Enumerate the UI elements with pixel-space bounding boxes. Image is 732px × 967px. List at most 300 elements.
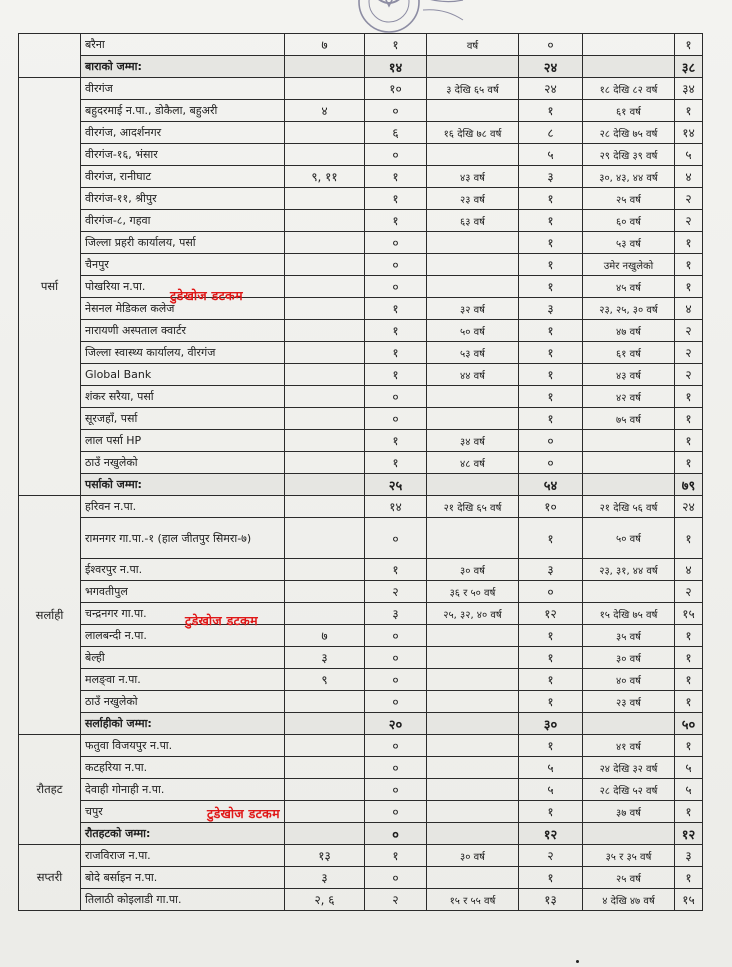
age1-cell: ३२ वर्ष	[427, 298, 519, 320]
watermark-text: टुडेखोज डटकम	[170, 288, 243, 303]
age2-cell: ५० वर्ष	[583, 518, 675, 559]
place-cell: बरैना	[81, 34, 285, 56]
age2-cell: ३५ वर्ष	[583, 625, 675, 647]
ward-cell	[285, 713, 365, 735]
table-row	[19, 581, 703, 603]
age2-cell: १८ देखि ८२ वर्ष	[583, 78, 675, 100]
scan-speck	[576, 960, 579, 963]
covid-cases-table	[18, 33, 703, 911]
n2-cell: ५४	[519, 474, 583, 496]
place-cell: रामनगर गा.पा.-१ (हाल जीतपुर सिमरा-७)	[81, 518, 285, 559]
age2-cell: ५३ वर्ष	[583, 232, 675, 254]
n2-cell: १	[519, 518, 583, 559]
n1-cell: ०	[365, 386, 427, 408]
n2-cell: ५	[519, 144, 583, 166]
n1-cell: ०	[365, 144, 427, 166]
place-cell: सूरजहाँ, पर्सा	[81, 408, 285, 430]
place-cell: बेल्ही	[81, 647, 285, 669]
tot-cell: ३४	[675, 78, 703, 100]
tot-cell: २	[675, 210, 703, 232]
n2-cell: १	[519, 364, 583, 386]
age2-cell: २१ देखि ५६ वर्ष	[583, 496, 675, 518]
n2-cell: १	[519, 320, 583, 342]
n1-cell: १	[365, 320, 427, 342]
district-cell: सप्तरी	[19, 845, 81, 911]
tot-cell: १	[675, 232, 703, 254]
ward-cell	[285, 298, 365, 320]
age2-cell: ४५ वर्ष	[583, 276, 675, 298]
place-cell: तिलाठी कोइलाडी गा.पा.	[81, 889, 285, 911]
n1-cell: ०	[365, 232, 427, 254]
place-cell: ईश्वरपुर न.पा.	[81, 559, 285, 581]
n1-cell: ०	[365, 625, 427, 647]
n1-cell: ०	[365, 254, 427, 276]
age1-cell: ३६ र ५० वर्ष	[427, 581, 519, 603]
table-row	[19, 254, 703, 276]
n2-cell: १	[519, 100, 583, 122]
place-cell: वीरगंज	[81, 78, 285, 100]
age2-cell: ४२ वर्ष	[583, 386, 675, 408]
place-cell: देवाही गोनाही न.पा.	[81, 779, 285, 801]
place-cell: लालबन्दी न.पा.	[81, 625, 285, 647]
place-cell: बहुदरमाई न.पा., डोकैला, बहुअरी	[81, 100, 285, 122]
tot-cell: १	[675, 452, 703, 474]
n1-cell: २	[365, 889, 427, 911]
age2-cell: ४१ वर्ष	[583, 735, 675, 757]
n2-cell: ५	[519, 757, 583, 779]
age1-cell	[427, 408, 519, 430]
place-cell: राजविराज न.पा.	[81, 845, 285, 867]
place-cell: कटहरिया न.पा.	[81, 757, 285, 779]
age1-cell: ३ देखि ६५ वर्ष	[427, 78, 519, 100]
ward-cell	[285, 408, 365, 430]
table-row	[19, 559, 703, 581]
n1-cell: १	[365, 342, 427, 364]
place-cell: वीरगंज, आदर्शनगर	[81, 122, 285, 144]
age1-cell	[427, 518, 519, 559]
table-row	[19, 669, 703, 691]
table-row	[19, 779, 703, 801]
n2-cell: १	[519, 408, 583, 430]
n1-cell: ३	[365, 603, 427, 625]
age1-cell	[427, 625, 519, 647]
table-row	[19, 867, 703, 889]
place-cell: नारायणी अस्पताल क्वार्टर	[81, 320, 285, 342]
district-cell	[19, 34, 81, 78]
tot-cell: १	[675, 34, 703, 56]
ward-cell: ७	[285, 34, 365, 56]
age2-cell	[583, 452, 675, 474]
ward-cell	[285, 603, 365, 625]
table-row	[19, 78, 703, 100]
tot-cell: १४	[675, 122, 703, 144]
age2-cell: ३०, ४३, ४४ वर्ष	[583, 166, 675, 188]
tot-cell: ५	[675, 757, 703, 779]
age2-cell	[583, 823, 675, 845]
tot-cell: २	[675, 581, 703, 603]
age1-cell	[427, 867, 519, 889]
age1-cell: २१ देखि ६५ वर्ष	[427, 496, 519, 518]
tot-cell: १२	[675, 823, 703, 845]
district-cell: पर्सा	[19, 78, 81, 496]
ward-cell	[285, 559, 365, 581]
subtotal-row	[19, 823, 703, 845]
age1-cell: ४८ वर्ष	[427, 452, 519, 474]
n2-cell: १२	[519, 603, 583, 625]
age1-cell: ५० वर्ष	[427, 320, 519, 342]
table-row	[19, 603, 703, 625]
ward-cell	[285, 474, 365, 496]
table-row	[19, 408, 703, 430]
n2-cell: १	[519, 691, 583, 713]
tot-cell: १	[675, 430, 703, 452]
n2-cell: २४	[519, 56, 583, 78]
age1-cell	[427, 713, 519, 735]
ward-cell	[285, 144, 365, 166]
tot-cell: १५	[675, 889, 703, 911]
age2-cell: ३० वर्ष	[583, 647, 675, 669]
n1-cell: १	[365, 188, 427, 210]
n1-cell: १	[365, 210, 427, 232]
table-row	[19, 496, 703, 518]
n2-cell: १	[519, 669, 583, 691]
age1-cell: २५, ३२, ४० वर्ष	[427, 603, 519, 625]
n2-cell: १	[519, 867, 583, 889]
age2-cell: ३७ वर्ष	[583, 801, 675, 823]
n2-cell: ०	[519, 452, 583, 474]
table-row	[19, 34, 703, 56]
ward-cell	[285, 823, 365, 845]
age2-cell: ४७ वर्ष	[583, 320, 675, 342]
tot-cell: १	[675, 518, 703, 559]
age2-cell: २३, ३१, ४४ वर्ष	[583, 559, 675, 581]
tot-cell: ५	[675, 779, 703, 801]
n2-cell: ३	[519, 298, 583, 320]
n1-cell: १	[365, 364, 427, 386]
place-cell: Global Bank	[81, 364, 285, 386]
n1-cell: १४	[365, 56, 427, 78]
table-row	[19, 210, 703, 232]
n2-cell: १	[519, 188, 583, 210]
table-row	[19, 364, 703, 386]
ward-cell: ९	[285, 669, 365, 691]
table-row	[19, 735, 703, 757]
age2-cell: ४० वर्ष	[583, 669, 675, 691]
tot-cell: १	[675, 408, 703, 430]
age1-cell	[427, 56, 519, 78]
table-row	[19, 452, 703, 474]
n1-cell: १	[365, 298, 427, 320]
n1-cell: १	[365, 452, 427, 474]
place-cell: नेसनल मेडिकल कलेज	[81, 298, 285, 320]
tot-cell: १	[675, 647, 703, 669]
n2-cell: ३	[519, 559, 583, 581]
n2-cell: २४	[519, 78, 583, 100]
n1-cell: ०	[365, 647, 427, 669]
n1-cell: १०	[365, 78, 427, 100]
table-row	[19, 342, 703, 364]
n1-cell: १	[365, 166, 427, 188]
n1-cell: ०	[365, 757, 427, 779]
age2-cell: २३ वर्ष	[583, 691, 675, 713]
place-cell: चैनपुर	[81, 254, 285, 276]
place-cell: ठाउँ नखुलेको	[81, 452, 285, 474]
n1-cell: १४	[365, 496, 427, 518]
n1-cell: १	[365, 845, 427, 867]
age2-cell	[583, 56, 675, 78]
table-row	[19, 188, 703, 210]
age1-cell	[427, 779, 519, 801]
district-cell: रौतहट	[19, 735, 81, 845]
tot-cell: १	[675, 867, 703, 889]
n2-cell: ०	[519, 581, 583, 603]
age2-cell: २४ देखि ३२ वर्ष	[583, 757, 675, 779]
table-row	[19, 845, 703, 867]
age2-cell: २५ वर्ष	[583, 188, 675, 210]
place-cell: हरिवन न.पा.	[81, 496, 285, 518]
age1-cell: १५ र ५५ वर्ष	[427, 889, 519, 911]
ward-cell	[285, 342, 365, 364]
place-cell: ठाउँ नखुलेको	[81, 691, 285, 713]
subtotal-row	[19, 56, 703, 78]
ward-cell	[285, 78, 365, 100]
table-row	[19, 166, 703, 188]
table-row	[19, 386, 703, 408]
tot-cell: १	[675, 254, 703, 276]
n2-cell: १	[519, 647, 583, 669]
n2-cell: १०	[519, 496, 583, 518]
tot-cell: ३८	[675, 56, 703, 78]
n2-cell: १	[519, 254, 583, 276]
table-row	[19, 144, 703, 166]
ward-cell	[285, 757, 365, 779]
n2-cell: ५	[519, 779, 583, 801]
place-cell: फतुवा विजयपुर न.पा.	[81, 735, 285, 757]
age2-cell: ७५ वर्ष	[583, 408, 675, 430]
age2-cell: २३, २५, ३० वर्ष	[583, 298, 675, 320]
age1-cell: ४३ वर्ष	[427, 166, 519, 188]
ward-cell: ९, ११	[285, 166, 365, 188]
n1-cell: ०	[365, 691, 427, 713]
place-cell: वीरगंज-१६, भंसार	[81, 144, 285, 166]
age2-cell: २८ देखि ५२ वर्ष	[583, 779, 675, 801]
tot-cell: ४	[675, 559, 703, 581]
place-cell: रौतहटको जम्मा:	[81, 823, 285, 845]
place-cell: सर्लाहीको जम्मा:	[81, 713, 285, 735]
ward-cell	[285, 386, 365, 408]
n1-cell: २०	[365, 713, 427, 735]
place-cell: बोदे बर्साइन न.पा.	[81, 867, 285, 889]
n2-cell: ३०	[519, 713, 583, 735]
ward-cell: ७	[285, 625, 365, 647]
n1-cell: ०	[365, 276, 427, 298]
tot-cell: ४	[675, 166, 703, 188]
n2-cell: १	[519, 210, 583, 232]
place-cell: जिल्ला स्वास्थ्य कार्यालय, वीरगंज	[81, 342, 285, 364]
age1-cell	[427, 100, 519, 122]
age1-cell: ६३ वर्ष	[427, 210, 519, 232]
tot-cell: १	[675, 801, 703, 823]
table-row	[19, 276, 703, 298]
age2-cell: २५ वर्ष	[583, 867, 675, 889]
age1-cell	[427, 669, 519, 691]
tot-cell: ३	[675, 845, 703, 867]
age1-cell	[427, 735, 519, 757]
subtotal-row	[19, 713, 703, 735]
age1-cell: ३० वर्ष	[427, 559, 519, 581]
ward-cell	[285, 232, 365, 254]
age2-cell: २९ देखि ३९ वर्ष	[583, 144, 675, 166]
age1-cell	[427, 474, 519, 496]
tot-cell: १	[675, 276, 703, 298]
place-cell: वीरगंज-८, गहवा	[81, 210, 285, 232]
age1-cell: ४४ वर्ष	[427, 364, 519, 386]
place-cell: वीरगंज, रानीघाट	[81, 166, 285, 188]
age1-cell: ३४ वर्ष	[427, 430, 519, 452]
table-row	[19, 518, 703, 559]
place-cell: बाराको जम्मा:	[81, 56, 285, 78]
ward-cell	[285, 452, 365, 474]
n1-cell: १	[365, 34, 427, 56]
place-cell: भगवतीपुल	[81, 581, 285, 603]
age2-cell	[583, 713, 675, 735]
ward-cell	[285, 779, 365, 801]
n2-cell: १	[519, 342, 583, 364]
age1-cell	[427, 823, 519, 845]
ward-cell: ४	[285, 100, 365, 122]
age2-cell: ४ देखि ४७ वर्ष	[583, 889, 675, 911]
n2-cell: १	[519, 386, 583, 408]
n1-cell: ०	[365, 408, 427, 430]
ward-cell	[285, 691, 365, 713]
tot-cell: १	[675, 100, 703, 122]
table-row	[19, 430, 703, 452]
tot-cell: २	[675, 320, 703, 342]
n2-cell: ०	[519, 430, 583, 452]
table-row	[19, 801, 703, 823]
tot-cell: २	[675, 364, 703, 386]
tot-cell: ४	[675, 298, 703, 320]
age1-cell: १६ देखि ७८ वर्ष	[427, 122, 519, 144]
age2-cell: ६० वर्ष	[583, 210, 675, 232]
ward-cell	[285, 801, 365, 823]
tot-cell: २	[675, 342, 703, 364]
tot-cell: २४	[675, 496, 703, 518]
place-cell: मलङ्वा न.पा.	[81, 669, 285, 691]
n2-cell: ०	[519, 34, 583, 56]
age2-cell	[583, 430, 675, 452]
age2-cell: ३५ र ३५ वर्ष	[583, 845, 675, 867]
table-row	[19, 691, 703, 713]
age2-cell	[583, 581, 675, 603]
tot-cell: १	[675, 625, 703, 647]
table-row	[19, 647, 703, 669]
watermark-text: टुडेखोज डटकम	[207, 806, 280, 821]
n1-cell: ०	[365, 867, 427, 889]
age1-cell	[427, 757, 519, 779]
n1-cell: २५	[365, 474, 427, 496]
age2-cell: २८ देखि ७५ वर्ष	[583, 122, 675, 144]
watermark-text: टुडेखोज डटकम	[185, 613, 258, 628]
n1-cell: १	[365, 430, 427, 452]
age1-cell: वर्ष	[427, 34, 519, 56]
age2-cell: ६१ वर्ष	[583, 342, 675, 364]
ward-cell	[285, 56, 365, 78]
n1-cell: ०	[365, 518, 427, 559]
tot-cell: १	[675, 691, 703, 713]
age1-cell	[427, 801, 519, 823]
age2-cell: ६१ वर्ष	[583, 100, 675, 122]
ward-cell	[285, 122, 365, 144]
n2-cell: १	[519, 232, 583, 254]
age1-cell	[427, 144, 519, 166]
ward-cell	[285, 320, 365, 342]
place-cell: पर्साको जम्मा:	[81, 474, 285, 496]
age1-cell: २३ वर्ष	[427, 188, 519, 210]
ward-cell	[285, 364, 365, 386]
ward-cell	[285, 581, 365, 603]
n1-cell: २	[365, 581, 427, 603]
n2-cell: १२	[519, 823, 583, 845]
table-row	[19, 625, 703, 647]
place-cell: पोखरिया न.पा.	[81, 276, 285, 298]
n2-cell: ३	[519, 166, 583, 188]
place-cell: चन्द्रनगर गा.पा.	[81, 603, 285, 625]
n2-cell: ८	[519, 122, 583, 144]
tot-cell: ५०	[675, 713, 703, 735]
ward-cell: ३	[285, 867, 365, 889]
table-row	[19, 232, 703, 254]
n1-cell: ०	[365, 669, 427, 691]
place-cell: जिल्ला प्रहरी कार्यालय, पर्सा	[81, 232, 285, 254]
ward-cell: ३	[285, 647, 365, 669]
ward-cell	[285, 518, 365, 559]
n2-cell: १३	[519, 889, 583, 911]
tot-cell: ५	[675, 144, 703, 166]
tot-cell: १	[675, 735, 703, 757]
ward-cell	[285, 188, 365, 210]
n1-cell: ०	[365, 735, 427, 757]
n2-cell: १	[519, 735, 583, 757]
subtotal-row	[19, 474, 703, 496]
tot-cell: १	[675, 669, 703, 691]
age2-cell	[583, 474, 675, 496]
place-cell: वीरगंज-११, श्रीपुर	[81, 188, 285, 210]
table-row	[19, 320, 703, 342]
table-row	[19, 889, 703, 911]
tot-cell: १	[675, 386, 703, 408]
n2-cell: २	[519, 845, 583, 867]
ward-cell: २, ६	[285, 889, 365, 911]
age2-cell: उमेर नखुलेको	[583, 254, 675, 276]
age1-cell	[427, 232, 519, 254]
age1-cell	[427, 254, 519, 276]
n1-cell: ०	[365, 100, 427, 122]
n1-cell: ०	[365, 823, 427, 845]
ward-cell	[285, 276, 365, 298]
ward-cell: १३	[285, 845, 365, 867]
age1-cell	[427, 276, 519, 298]
ward-cell	[285, 254, 365, 276]
ward-cell	[285, 210, 365, 232]
ward-cell	[285, 430, 365, 452]
n1-cell: ०	[365, 779, 427, 801]
table-row	[19, 757, 703, 779]
age2-cell: १५ देखि ७५ वर्ष	[583, 603, 675, 625]
n2-cell: १	[519, 801, 583, 823]
tot-cell: २	[675, 188, 703, 210]
n1-cell: ०	[365, 801, 427, 823]
